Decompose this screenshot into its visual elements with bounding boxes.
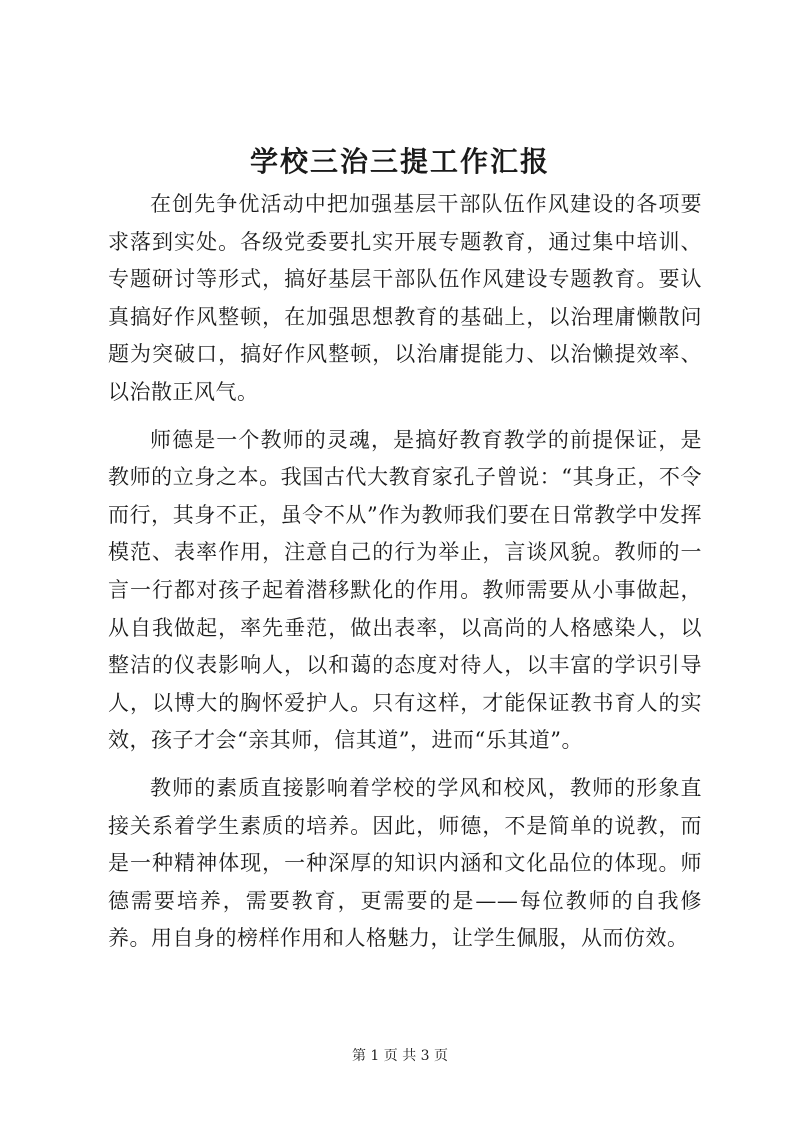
- paragraph-2: 师德是一个教师的灵魂，是搞好教育教学的前提保证，是教师的立身之本。我国古代大教育家孔子曾说：“其身正，不令而行，其身不正，虽令不从”作为教师我们要在日常教学中发挥模范、表率作用，注意自己的行为举止，言谈风貌。教师的一言一行都对孩子起着潜移默化的作用。教师需要从小事做起，从自我做起，率先垂范，做出表率，以高尚的人格感染人，以整洁的仪表影响人，以和蔼的态度对待人，以丰富的学识引导人，以博大的胸怀爱护人。只有这样，才能保证教书育人的实效，孩子才会“亲其师，信其道”，进而“乐其道”。: [108, 427, 702, 753]
- document-title: 学校三治三提工作汇报: [249, 145, 550, 178]
- paragraph-3: 教师的素质直接影响着学校的学风和校风，教师的形象直接关系着学生素质的培养。因此，师德，不是简单的说教，而是一种精神体现，一种深厚的知识内涵和文化品位的体现。师德需要培养，需要教育，更需要的是——每位教师的自我修养。用自身的榜样作用和人格魅力，让学生佩服，从而仿效。: [108, 775, 702, 951]
- paragraph-1: 在创先争优活动中把加强基层干部队伍作风建设的各项要求落到实处。各级党委要扎实开展专题教育，通过集中培训、专题研讨等形式，搞好基层干部队伍作风建设专题教育。要认真搞好作风整顿，在加强思想教育的基础上，以治理庸懒散问题为突破口，搞好作风整顿，以治庸提能力、以治懒提效率、以治散正风气。: [108, 192, 702, 404]
- page-footer: [0, 1046, 800, 1066]
- page-number-label: 第 1 页 共 3 页: [351, 1048, 449, 1064]
- document-body: [108, 186, 702, 968]
